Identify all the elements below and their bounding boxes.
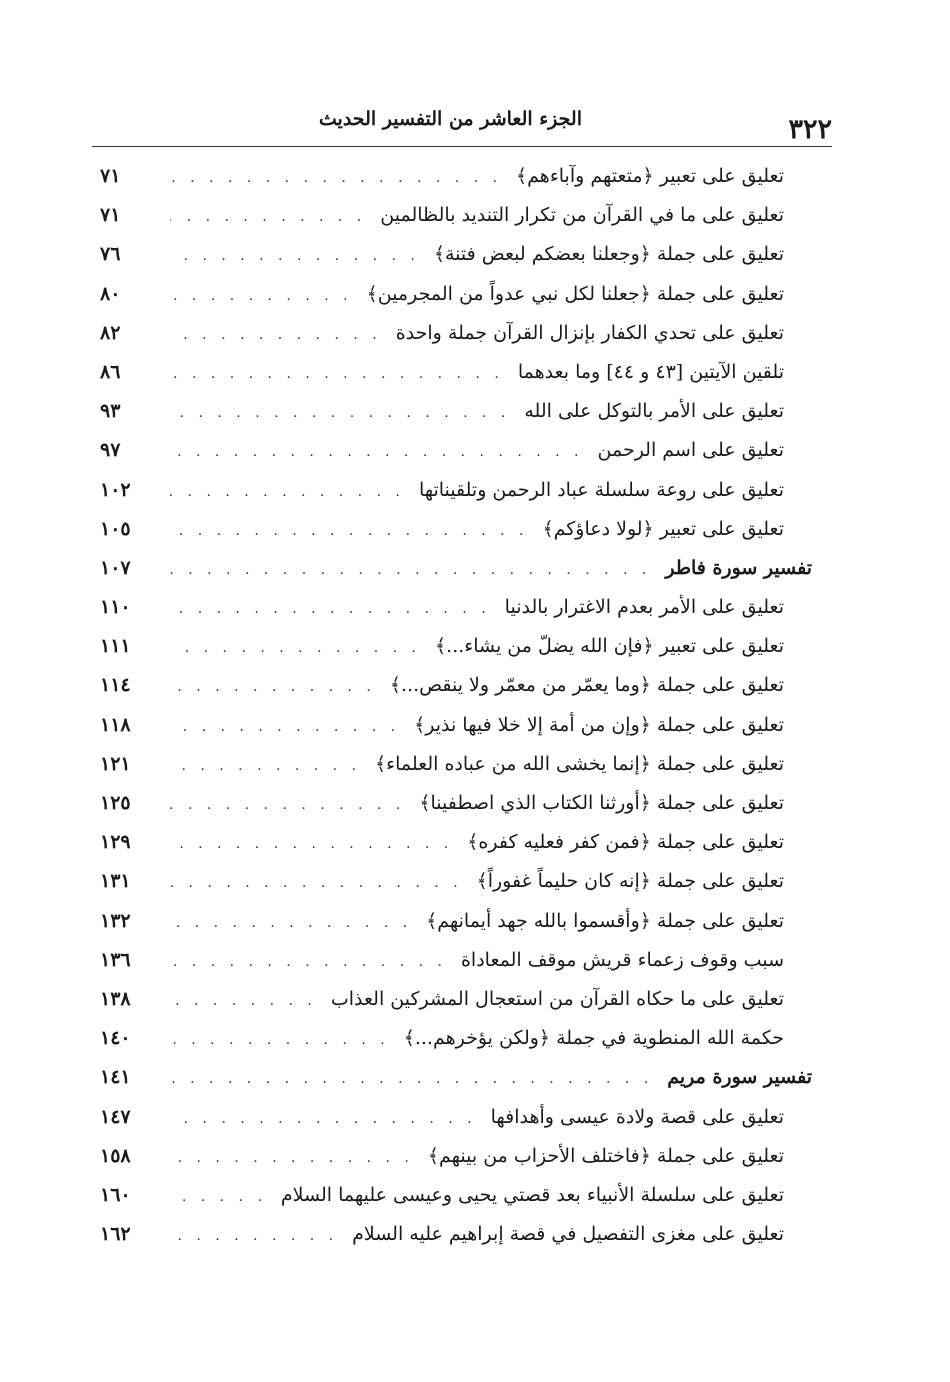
toc-entry [100,745,812,784]
dot-leader [170,1178,267,1217]
entry-title: تعليق على سلسلة الأنبياء بعد قصتي يحيى وعيسى عليهما السلام [280,1183,784,1206]
entry-page-number: ٧١ [100,165,121,187]
entry-title: تعليق على جملة ﴿جعلنا لكل نبي عدواً من المجرمين﴾ [366,282,784,305]
entry-page-number: ١٠٧ [100,556,131,579]
entry-page-number: ١٢٩ [100,831,131,854]
entry-title: تلقين الآيتين [٤٣ و ٤٤] وما بعدهما [517,360,784,383]
entry-title: تعليق على جملة ﴿وجعلنا بعضكم لبعض فتنة﴾ [433,243,784,266]
toc-entry [100,823,812,862]
entry-title: تعليق على تحدي الكفار بإنزال القرآن جملة واحدة [395,321,784,344]
entry-title: تعليق على تعبير ﴿متعتهم وآباءهم﴾ [516,165,784,187]
entry-page-number: ١٣٨ [100,987,131,1010]
page-header [92,104,832,148]
entry-page-number: ١٦٠ [100,1183,131,1206]
toc-entry [100,431,812,470]
dot-leader [170,1139,414,1178]
dot-leader [170,1217,338,1256]
header-rule [92,146,832,147]
toc-entry [100,941,812,980]
dot-leader [170,512,528,551]
dot-leader [170,394,510,433]
entry-title: تعليق على ما حكاه القرآن من استعجال المشركين العذاب [330,987,784,1010]
entry-page-number: ١٣١ [100,870,131,893]
entry-page-number: ١٠٢ [100,478,131,501]
entry-page-number: ١٤٠ [100,1027,131,1050]
dot-leader [170,590,491,629]
toc-entry [100,196,812,235]
entry-title: تعليق على جملة ﴿فمن كفر فعليه كفره﴾ [467,831,784,854]
entry-page-number: ١٣٦ [100,948,131,971]
toc-entry [100,666,812,705]
dot-leader [170,237,420,276]
dot-leader [170,277,353,316]
entry-title: تعليق على جملة ﴿وإن من أمة إلا خلا فيها نذير﴾ [414,713,784,736]
toc-section-heading [100,1058,812,1097]
entry-page-number: ٩٧ [100,439,121,462]
entry-page-number: ٨٦ [100,360,121,383]
dot-leader [170,982,317,1021]
dot-leader [170,198,366,237]
page-number: ٣٢٢ [788,114,832,145]
toc-entry [100,862,812,901]
toc-entry [100,1176,812,1215]
toc-section-heading [100,549,812,588]
toc-entry [100,235,812,274]
toc-entry [100,902,812,941]
entry-title: تعليق على اسم الرحمن [597,439,784,462]
dot-leader [170,316,382,355]
toc-entry [100,1137,812,1176]
entry-title: تعليق على مغزى التفصيل في قصة إبراهيم عليه السلام [352,1223,784,1246]
entry-title: تعليق على جملة ﴿وما يعمّر من معمّر ولا ينقص...﴾ [389,674,784,697]
entry-page-number: ٨٢ [100,321,121,344]
toc-entry [100,706,812,745]
dot-leader [170,904,412,943]
table-of-contents [100,157,812,1254]
toc-entry [100,275,812,314]
toc-entry [100,784,812,823]
dot-leader [170,668,376,707]
dot-leader [170,159,502,198]
entry-title: تعليق على تعبير ﴿لولا دعاؤكم﴾ [542,517,784,540]
toc-entry [100,471,812,510]
toc-entry [100,353,812,392]
dot-leader [170,708,400,747]
dot-leader [170,747,361,786]
entry-page-number: ١٣٢ [100,909,131,932]
entry-title: تعليق على قصة ولادة عيسى وأهدافها [490,1105,784,1128]
entry-page-number: ٩٣ [100,400,121,423]
dot-leader [170,355,504,394]
toc-entry [100,314,812,353]
toc-entry [100,1098,812,1137]
dot-leader [170,551,651,590]
entry-title: تعليق على ما في القرآن من تكرار التنديد بالظالمين [380,204,784,227]
entry-page-number: ١٤٧ [100,1105,131,1128]
entry-page-number: ٧٦ [100,243,121,266]
dot-leader [170,1021,390,1060]
entry-page-number: ٧١ [100,204,121,227]
entry-title: تعليق على تعبير ﴿فإن الله يضلّ من يشاء...﴾ [435,635,784,658]
entry-page-number: ١١٠ [100,596,131,619]
running-title: الجزء العاشر من التفسير الحديث [318,108,582,130]
dot-leader [170,864,463,903]
entry-page-number: ١٢٥ [100,792,131,814]
entry-page-number: ١٠٥ [100,517,131,540]
toc-entry [100,627,812,666]
entry-page-number: ١٢١ [100,752,131,775]
dot-leader [170,629,421,668]
entry-title: تعليق على جملة ﴿أورثنا الكتاب الذي اصطفينا﴾ [419,792,784,814]
dot-leader [170,473,405,512]
entry-title: تعليق على جملة ﴿إنما يخشى الله من عباده العلماء﴾ [375,752,784,775]
entry-title: تعليق على الأمر بالتوكل على الله [524,400,784,423]
entry-page-number: ١٥٨ [100,1144,131,1167]
entry-title: تعليق على جملة ﴿وأقسموا بالله جهد أيمانهم﴾ [426,909,784,932]
toc-entry [100,588,812,627]
toc-entry [100,510,812,549]
entry-page-number: ١١٨ [100,713,131,736]
dot-leader [170,1100,477,1139]
entry-page-number: ١٦٢ [100,1223,131,1246]
entry-title: حكمة الله المنطوية في جملة ﴿ولكن يؤخرهم...﴾ [403,1027,784,1050]
toc-entry [100,392,812,431]
entry-page-number: ١٤١ [100,1066,131,1089]
toc-entry [100,157,812,196]
entry-title: تعليق على الأمر بعدم الاغترار بالدنيا [504,596,784,619]
entry-page-number: ٨٠ [100,282,121,305]
dot-leader [170,786,405,825]
entry-title: تعليق على روعة سلسلة عباد الرحمن وتلقيناتها [418,478,784,501]
entry-page-number: ١١٤ [100,674,131,697]
section-title: تفسير سورة مريم [667,1066,812,1089]
entry-page-number: ١١١ [100,635,131,658]
entry-title: تعليق على جملة ﴿إنه كان حليماً غفوراً﴾ [476,870,784,893]
toc-entry [100,980,812,1019]
dot-leader [170,825,453,864]
toc-entry [100,1019,812,1058]
toc-entry [100,1215,812,1254]
dot-leader [170,433,584,472]
dot-leader [170,943,447,982]
entry-title: سبب وقوف زعماء قريش موقف المعاداة [460,948,784,971]
section-title: تفسير سورة فاطر [665,556,812,579]
entry-title: تعليق على جملة ﴿فاختلف الأحزاب من بينهم﴾ [427,1144,784,1167]
dot-leader [170,1060,653,1099]
